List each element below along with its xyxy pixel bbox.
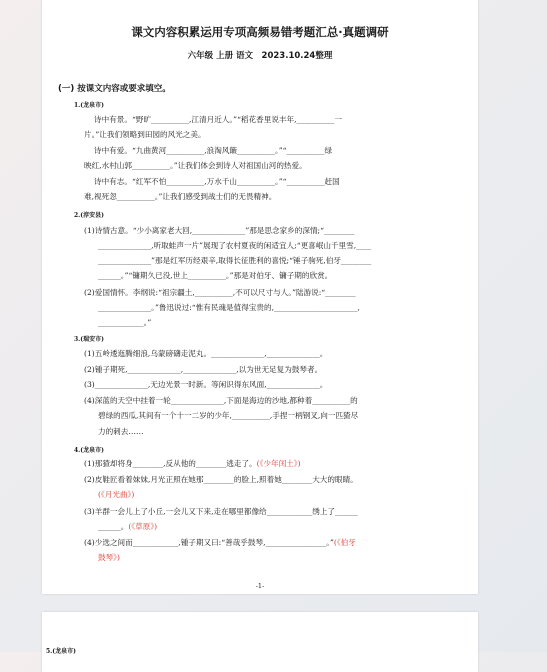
question-2-line: ____________。” [98, 318, 152, 327]
question-4-label: 4.(龙泉市) [74, 447, 104, 454]
source-citation: (《伯牙 [333, 538, 356, 547]
question-4-item [98, 553, 120, 563]
document-page-2 [42, 612, 478, 672]
document-title: 课文内容积累运用专项高频易错考题汇总·真题调研 [131, 25, 389, 39]
question-4-item [84, 507, 358, 517]
question-5-label: 5.(龙泉市) [46, 648, 76, 655]
question-1-line: 片。”让我们领略到田园的风光之美。 [84, 130, 206, 139]
question-4-item [84, 475, 358, 485]
question-3-line: 碧绿的西瓜,其间有一个十一二岁的少年,__________,手捏一柄钢叉,向一匹猹尽 [98, 411, 359, 420]
question-2-line: ______________”那是红军历经艰辛,取得长征胜利的喜悦;“锤子驹死,伯牙________ [98, 256, 372, 265]
document-subtitle: 六年级 上册 语文 2023.10.24整理 [187, 51, 333, 61]
question-3-label: 3.(瑞安市) [74, 336, 104, 343]
question-2-line: ______________。”鲁迅说过:“惟有民魂是值得宝贵的,______________________, [98, 303, 360, 312]
question-3-line: (4)深蓝的天空中挂着一轮______________,下面是海边的沙地,都种着__________的 [84, 396, 358, 405]
question-4-item-text: (1)那猹却将身________,反从他的________逃走了。 [84, 459, 257, 468]
question-1-line: 映红,水村山郭__________。”让我们体会到诗人对祖国山河的热爱。 [84, 161, 307, 170]
question-3-line: 力的刺去…… [98, 427, 144, 436]
question-4-item-text: (2)皮鞋匠看着妹妹,月光正照在她那________的脸上,照着她________大大的眼睛。 [84, 475, 358, 484]
question-1-line: 难,视死忽__________。”让我们感受到战士们的无畏精神。 [84, 192, 277, 201]
section-heading: (一) 按课文内容或要求填空。 [58, 84, 171, 94]
question-1-line: 诗中有爱。“九曲黄河__________,浪淘风簸__________。”“__________绿 [94, 146, 333, 155]
question-3-line: (3)______________,无边光景一时新。等闲识得东风面,______________。 [84, 380, 328, 389]
question-1-line: 诗中有景。“野旷__________,江清月近人。”“稻花香里说丰年,__________一 [94, 115, 343, 124]
question-1-label: 1.(龙泉市) [74, 102, 104, 109]
question-2-line: ______。”“镛期久已没,世上__________。”那是对伯牙、镛子期的欣赏。 [98, 271, 333, 280]
question-3-line: (1)五岭逶迤腾细浪,乌蒙磅礴走泥丸。______________,______________。 [84, 349, 328, 358]
question-4-item-text: (4)少选之间而____________,锺子期又曰:“善哉乎鼓琴,________________。” [84, 538, 334, 547]
question-4-item [84, 459, 301, 469]
source-citation: 鼓琴》) [98, 553, 120, 562]
source-citation: (《少年闰土》) [256, 459, 301, 468]
question-4-item-text: ______。 [98, 522, 129, 531]
document-page-1 [42, 0, 478, 594]
question-2-line: (2)爱国情怀。李纲说:“祖宗疆土,__________,不可以尺寸与人。”陆游说:“________ [84, 288, 356, 297]
question-2-line: ______________,听取蛙声一片”展现了农村夏夜的闲适宜人;“更喜岷山千里雪,____ [98, 241, 372, 250]
question-1-line: 诗中有志。“红军不怕__________,万水千山__________。”“__________赶国 [94, 177, 340, 186]
question-2-line: (1)诗情古意。“少小离家老大回,______________”那是思念家乡的深情;“________ [84, 226, 355, 235]
source-citation: (《月光曲》) [98, 490, 135, 499]
question-4-item-text: (3)羊群一会儿上了小丘,一会儿又下来,走在哪里都像给____________绣上了______ [84, 507, 358, 516]
page-number: -1- [255, 582, 265, 590]
question-4-item [84, 538, 356, 548]
question-3-line: (2)锺子期死,______________,______________,以为世无足复为鼓琴者。 [84, 365, 323, 374]
question-4-item [98, 522, 157, 532]
source-citation: (《草原》) [128, 522, 158, 531]
question-2-label: 2.(淳安县) [74, 212, 104, 219]
question-4-item [98, 490, 134, 500]
